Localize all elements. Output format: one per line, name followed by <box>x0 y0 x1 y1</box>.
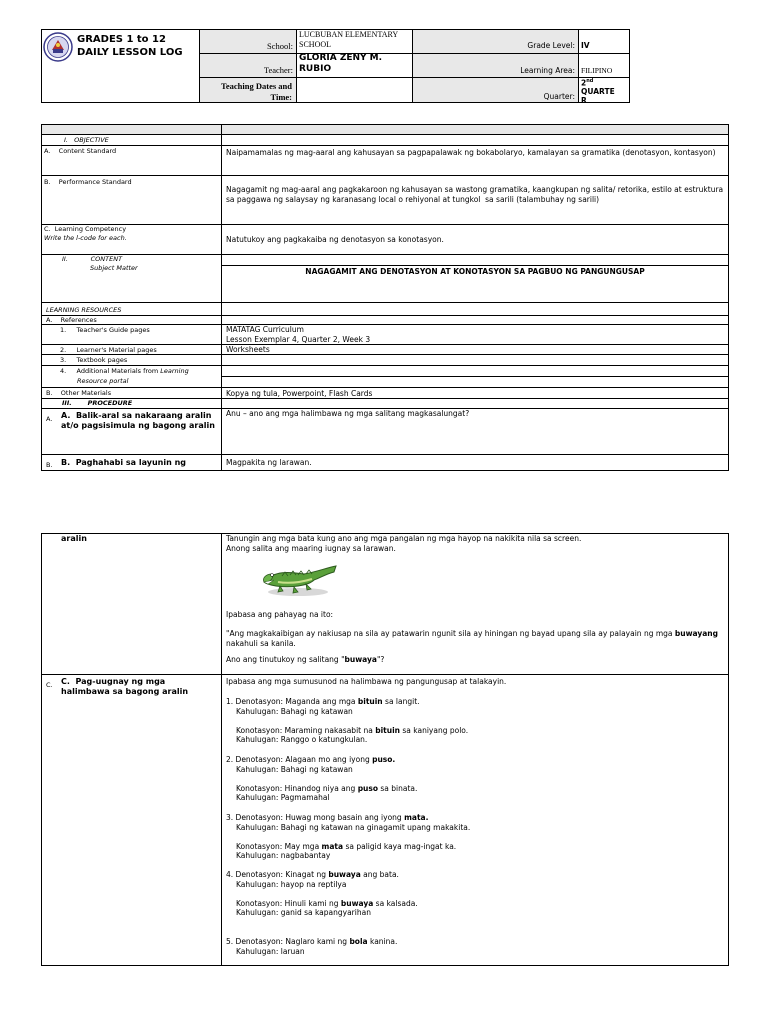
question-part2: "? <box>376 655 385 664</box>
example-item <box>226 870 418 918</box>
spacer <box>226 889 418 899</box>
denotasyon-line <box>226 813 470 823</box>
tg-label-cell <box>41 324 222 345</box>
content-value: NAGAGAMIT ANG DENOTASYON AT KONOTASYON SA PAGBUO NG PANGUNGUSAP <box>305 267 645 276</box>
tg-value-line2: Lesson Exemplar 4, Quarter 2, Week 3 <box>226 334 371 344</box>
example-text: sa binata. <box>378 783 418 793</box>
spacer <box>226 716 468 726</box>
header-title-line1: GRADES 1 to 12 <box>77 34 166 45</box>
kahulugan-line: Kahulugan: Bahagi ng katawan <box>236 764 353 774</box>
kahulugan-line: Kahulugan: Pagmamahal <box>236 793 330 803</box>
example-item <box>226 697 468 745</box>
quote-part1: "Ang magkakaibigan ay nakiusap na sila ay patawarin ngunit sila ay hiningan ng bayad upang sila ay palayain ng mga <box>226 629 675 638</box>
quote-bold: buwayang <box>674 629 719 638</box>
lm-label: 2. Learner's Material pages <box>60 346 157 354</box>
resources-heading: LEARNING RESOURCES <box>46 306 122 314</box>
am-label-cell <box>41 365 222 388</box>
header-title-line2: DAILY LESSON LOG <box>77 47 183 58</box>
c-intro: Ipabasa ang mga sumusunod na halimbawa ng pangungusap at talakayin. <box>226 677 507 686</box>
competency-label-cell <box>41 224 222 255</box>
kahulugan-line: Kahulugan: Bahagi ng katawan <box>236 706 353 716</box>
question-bold: buwaya <box>344 655 377 664</box>
example-text: sa paligid kaya mag-ingat ka. <box>343 841 457 851</box>
example-item-5-kahulugan: Kahulugan: laruan <box>236 946 305 956</box>
kahulugan-line: Kahulugan: nagbabantay <box>236 851 331 861</box>
kahulugan-line: Kahulugan: ganid sa kapangyarihan <box>236 908 371 918</box>
kahulugan-line: Kahulugan: Ranggo o katungkulan. <box>236 735 368 745</box>
competency-label: C. Learning Competency <box>44 225 127 233</box>
example-text: Konotasyon: Hinuli kami ng <box>236 898 341 908</box>
example-keyword: bituin <box>357 697 383 706</box>
quarter-value-sup: nd <box>586 78 594 84</box>
content-heading: II. CONTENT <box>62 255 123 263</box>
example-text: 3. Denotasyon: Huwag mong basain ang iyong <box>226 813 405 822</box>
competency-value-cell <box>221 224 729 255</box>
b-cont-label-cell <box>41 533 222 675</box>
example-item-5-denotasyon <box>226 937 397 947</box>
content-value-cell <box>221 265 729 303</box>
example-keyword: buwaya <box>328 870 361 879</box>
a-prefix: A. <box>46 415 53 423</box>
tg-value-line1: MATATAG Curriculum <box>226 325 304 334</box>
tg-value-cell <box>221 324 729 345</box>
b-cont-value-cell <box>221 533 729 675</box>
konotasyon-line <box>226 784 417 794</box>
performance-standard-value: Nagagamit ng mag-aaral ang pagkakaroon ng kahusayan sa wastong gramatika, kaangkupan ng salita/ retorika, estilo at estruktura sa paggawa ng salaysay ng karanasang local o rehiyonal at tungkol sa sarili (talambuhay ng sarili) <box>226 185 726 204</box>
performance-standard-value-cell <box>221 175 729 225</box>
school-value: LUCBUBAN ELEMENTARY SCHOOL <box>299 30 398 49</box>
example-text: sa kalsada. <box>373 898 418 908</box>
objective-heading: I. OBJECTIVE <box>64 136 109 144</box>
a-label: A. Balik-aral sa nakaraang aralin at/o pagsisimula ng bagong aralin <box>61 411 215 430</box>
c-value-cell <box>221 674 729 966</box>
example-text: sa langit. <box>382 697 420 706</box>
item5-bold: bola <box>349 937 368 946</box>
example-item <box>226 813 470 861</box>
teacher-label: Teacher: <box>263 65 293 75</box>
competency-value: Natutukoy ang pagkakaiba ng denotasyon sa konotasyon. <box>226 235 444 244</box>
example-keyword: mata. <box>404 813 429 822</box>
tg-label: 1. Teacher's Guide pages <box>60 326 150 334</box>
example-keyword: mata <box>321 841 344 851</box>
a-value: Anu – ano ang mga halimbawa ng mga salitang magkasalungat? <box>226 409 470 418</box>
question-part1: Ano ang tinutukoy ng salitang " <box>226 655 345 664</box>
procedure-heading: III. PROCEDURE <box>62 399 133 407</box>
b-line3: Ipabasa ang pahayag na ito: <box>226 610 334 619</box>
deped-seal-icon <box>43 32 73 62</box>
dates-value-cell <box>296 77 413 103</box>
example-text: 1. Denotasyon: Maganda ang mga <box>226 697 358 706</box>
a-value-cell <box>221 408 729 455</box>
example-text: sa kaniyang polo. <box>400 725 469 735</box>
tb-label: 3. Textbook pages <box>60 356 128 364</box>
quarter-value-num: 2 <box>581 78 587 88</box>
konotasyon-line <box>226 726 468 736</box>
references-label: A. References <box>46 316 97 324</box>
b-value-cell <box>221 454 729 471</box>
konotasyon-line <box>226 842 470 852</box>
b-value: Magpakita ng larawan. <box>226 458 312 467</box>
performance-standard-label-cell <box>41 175 222 225</box>
example-text: Konotasyon: Hinandog niya ang <box>236 783 358 793</box>
grade-value: IV <box>581 41 590 50</box>
example-text: ang bata. <box>360 870 399 879</box>
competency-sub: Write the l-code for each. <box>44 234 127 242</box>
c-label: C. Pag-uugnay ng mga halimbawa sa bagong aralin <box>61 677 189 696</box>
lm-value: Worksheets <box>226 345 270 354</box>
b-line1: Tanungin ang mga bata kung ano ang mga pangalan ng mga hayop na nakikita nila sa screen. <box>226 534 582 543</box>
example-keyword: puso <box>357 783 379 793</box>
example-text: 4. Denotasyon: Kinagat ng <box>226 870 329 879</box>
spacer <box>226 774 417 784</box>
b-prefix: B. <box>46 461 53 469</box>
content-standard-value: Naipamamalas ng mag-aaral ang kahusayan sa pagpapalawak ng bokabolaryo, kamalayan sa gramatika (denotasyon, kontasyon) <box>226 148 716 157</box>
resources-heading-cell <box>41 302 222 316</box>
performance-standard-label: B. Performance Standard <box>44 178 132 186</box>
am-label-italic2: Resource portal <box>77 377 129 385</box>
area-value: FILIPINO <box>581 66 613 75</box>
spacer <box>226 832 470 842</box>
kahulugan-line: Kahulugan: Bahagi ng katawan na ginagamit upang makakita. <box>236 822 471 832</box>
teacher-value: GLORIA ZENY M. RUBIO <box>299 53 383 74</box>
area-label: Learning Area: <box>520 66 575 75</box>
content-sub: Subject Matter <box>90 264 138 272</box>
example-text: Konotasyon: Maraming nakasabit na <box>236 725 376 735</box>
denotasyon-line <box>226 697 468 707</box>
example-keyword: bituin <box>375 725 400 735</box>
b-cont-label: aralin <box>61 534 87 543</box>
kahulugan-line: Kahulugan: hayop na reptilya <box>236 879 347 889</box>
item5-post: kanina. <box>367 937 398 946</box>
quarter-value-text: QUARTE R <box>581 87 615 105</box>
content-standard-label-cell <box>41 145 222 176</box>
example-keyword: puso. <box>372 755 396 764</box>
denotasyon-line <box>226 870 418 880</box>
dates-label: Teaching Dates and Time: <box>220 81 292 102</box>
b-label-cell <box>41 454 222 471</box>
other-value: Kopya ng tula, Powerpoint, Flash Cards <box>226 389 373 398</box>
a-label-cell <box>41 408 222 455</box>
b-question <box>226 655 384 665</box>
example-keyword: buwaya <box>340 898 374 908</box>
example-item <box>226 755 417 803</box>
content-label-cell <box>41 254 222 303</box>
quote-part2: nakahuli sa kanila. <box>226 629 721 648</box>
am-label <box>42 366 221 376</box>
crocodile-illustration <box>260 560 338 598</box>
resources-heading-right <box>221 302 729 316</box>
example-item-5 <box>226 937 397 956</box>
content-standard-value-cell <box>221 145 729 176</box>
denotasyon-line <box>226 755 417 765</box>
am-label-italic1: Learning <box>160 367 189 375</box>
b-quote <box>226 629 726 648</box>
example-text: Konotasyon: May mga <box>236 841 322 851</box>
quarter-label: Quarter: <box>543 92 575 101</box>
c-label-cell <box>41 674 222 966</box>
grade-label: Grade Level: <box>527 41 575 50</box>
item5-pre: 5. Denotasyon: Naglaro kami ng <box>226 937 350 946</box>
example-text: 2. Denotasyon: Alagaan mo ang iyong <box>226 755 373 764</box>
content-standard-label: A. Content Standard <box>44 147 117 155</box>
other-label: B. Other Materials <box>46 389 112 397</box>
quarter-value <box>581 77 627 105</box>
am-label-text: 4. Additional Materials from <box>60 367 161 375</box>
b-line2: Anong salita ang maaring iugnay sa larawan. <box>226 543 396 553</box>
b-label: B. Paghahabi sa layunin ng <box>61 458 187 467</box>
school-label: School: <box>267 41 293 51</box>
konotasyon-line <box>226 899 418 909</box>
c-prefix: C. <box>46 681 53 689</box>
